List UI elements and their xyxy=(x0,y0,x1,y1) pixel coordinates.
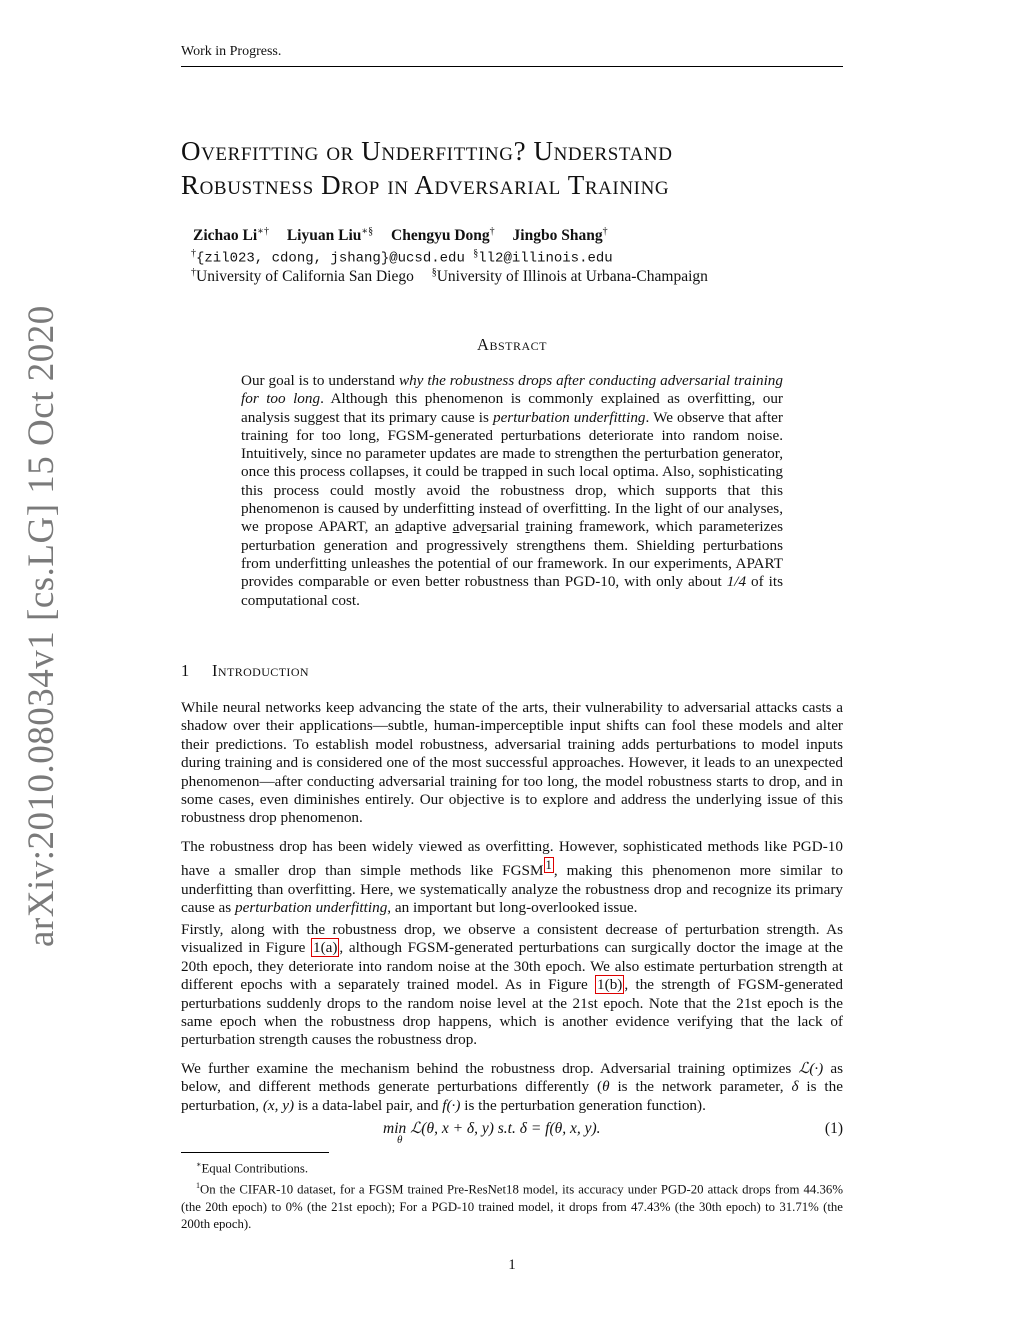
author: Liyuan Liu∗§ xyxy=(286,226,374,245)
footnotes xyxy=(181,1156,843,1233)
abstract-body: Our goal is to understand why the robustness drops after conducting adversarial training for too long. Although this phenomenon is commonly explained as overfitting, our analysis suggest that its primary cause is perturbation underfitting. We observe that after training for too long, FGSM-generated perturbations deteriorate into random noise. Intuitively, since no parameter updates are made to strengthen the perturbation generator, once this process collapses, it could be trapped in such local optima. Also, sophisticating this process could mostly avoid the robustness drop, which supports that this phenomenon is caused by underfitting instead of overfitting. In the light of our analyses, we propose APART, an adaptive adversarial training framework, which parameterizes perturbation generation and progressively strengthens them. Shielding perturbations from underfitting unleashes the potential of our framework. In our experiments, APART provides comparable or even better robustness than PGD-10, with only about 1/4 of its computational cost. xyxy=(241,372,784,609)
email-ucsd[interactable]: {zil023, cdong, jshang}@ucsd.edu xyxy=(196,250,465,267)
abstract-heading: Abstract xyxy=(477,335,547,354)
equation-number: (1) xyxy=(824,1120,843,1137)
figure-ref-1a[interactable]: 1(a) xyxy=(312,939,338,957)
running-header: Work in Progress. xyxy=(181,44,843,67)
author-affiliations: †University of California San Diego §University of Illinois at Urbana-Champaign xyxy=(191,267,708,286)
footnote-equal-contribution: ∗Equal Contributions. xyxy=(196,1160,309,1176)
email-illinois[interactable]: ll2@illinois.edu xyxy=(478,250,613,267)
author-emails: †{zil023, cdong, jshang}@ucsd.edu §ll2@illinois.edu xyxy=(191,248,613,267)
title-line-2: Robustness Drop in Adversarial Training xyxy=(181,170,670,200)
paper-title xyxy=(181,134,843,202)
author: Chengyu Dong† xyxy=(391,226,495,245)
equation-subscript: θ xyxy=(397,1134,403,1146)
title-line-1: Overfitting or Underfitting? Understand xyxy=(181,136,673,166)
footnote-divider xyxy=(181,1152,329,1153)
equation-1 xyxy=(383,1119,683,1146)
paragraph-2: The robustness drop has been widely viewed as overfitting. However, sophisticated methods like PGD-10 have a smaller drop than simple methods like FGSM $^1$ , making this phenomenon more similar to underfitting than overfitting. Here, we systematically analyze the robustness drop and recognize its primary cause as perturbation underfitting, an important but long-overlooked issue. xyxy=(181,838,843,917)
equation-body: min ℒ(θ, x + δ, y) s.t. δ = f(θ, x, y). xyxy=(383,1120,601,1137)
author-list xyxy=(193,226,833,245)
paragraph-3: Firstly, along with the robustness drop, we observe a consistent decrease of perturbation strength. As visualized in Figure 1(a) , although FGSM-generated perturbations can surgically doctor the image at the 20th epoch, they deteriorate into random noise at the 30th epoch. We also estimate perturbation strength at different epochs with a separately trained model. As in Figure 1(b) , the strength of FGSM-generated perturbations suddenly drops to the random noise level at the 21st epoch. Note that the 21st epoch is the same epoch when the robustness drop happens, which is another evidence verifying that the lack of perturbation strength causes the robustness drop. xyxy=(181,921,843,1049)
affiliation-uiuc: University of Illinois at Urbana-Champaign xyxy=(436,268,708,286)
paragraph-1: While neural networks keep advancing the state of the arts, their vulnerability to adversarial attacks casts a shadow over their applications—subtle, human-imperceptible input shifts can fool these models and alter their predictions. To establish model robustness, adversarial training adds perturbations to model inputs during training and is considered one of the most successful approaches. However, it leads to an unexpected phenomenon—after conducting adversarial training for too long, the model robustness starts to drop, and in some cases, even diminishes entirely. Our objective is to explore and address the underlying issue of this robustness drop phenomenon. xyxy=(181,699,843,827)
affiliation-ucsd: University of California San Diego xyxy=(196,268,414,286)
section-number: 1 xyxy=(181,661,190,680)
section-heading-introduction xyxy=(181,661,843,681)
footnote-ref-1[interactable]: 1 xyxy=(545,858,552,873)
figure-ref-1b[interactable]: 1(b) xyxy=(597,976,623,994)
footnote-1: $^1$On the CIFAR-10 dataset, for a FGSM trained Pre-ResNet18 model, its accuracy under PGD-20 attack drops from 44.36% (the 20th epoch) to 0% (the 21st epoch); For a PGD-10 trained model, it drops from 47.43% (the 30th epoch) to 31.71% (the 200th epoch). xyxy=(181,1181,843,1231)
section-title: Introduction xyxy=(212,661,309,680)
arxiv-identifier[interactable]: arXiv:2010.08034v1 [cs.LG] 15 Oct 2020 xyxy=(21,305,62,947)
page-number: 1 xyxy=(508,1257,516,1273)
author: Zichao Li∗† xyxy=(193,226,269,245)
author: Jingbo Shang† xyxy=(512,226,608,245)
paragraph-4: We further examine the mechanism behind the robustness drop. Adversarial training optimizes ℒ(·) as below, and different methods generate perturbations differently (θ is the network parameter, δ is the perturbation, (x, y) is a data-label pair, and f(·) is the perturbation generation function). xyxy=(181,1060,843,1114)
